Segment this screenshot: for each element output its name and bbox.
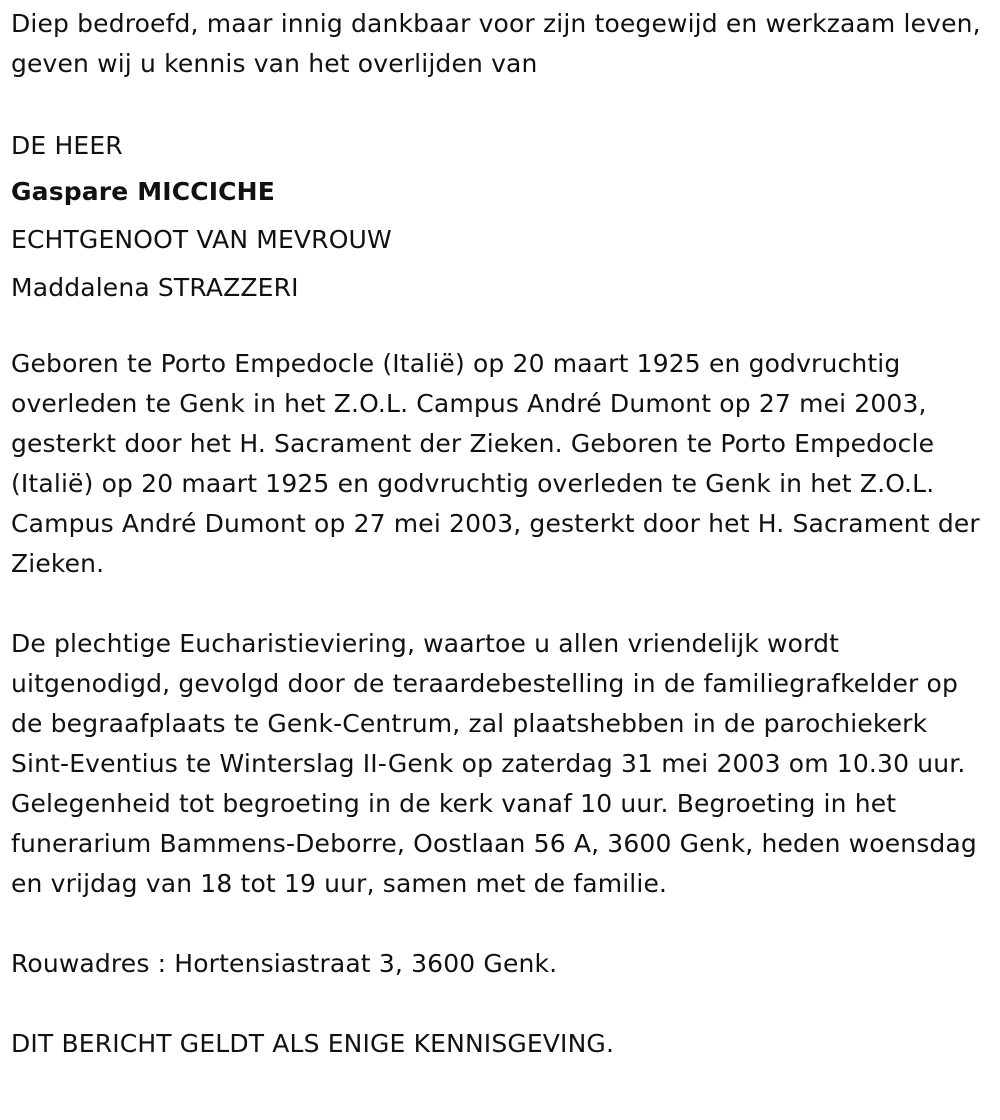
ceremony-paragraph: De plechtige Eucharistieviering, waartoe u allen vriendelijk wordt uitgenodigd, gevolgd door de teraardebestelling in de familiegrafkelder op de begraafplaats te Genk-Centrum, zal plaatshebben in de parochiekerk Sint-Eventius te Winterslag II-Genk op zaterdag 31 mei 2003 om 10.30 uur. Gelegenheid tot begroeting in de kerk vanaf 10 uur. Begroeting in het funerarium Bammens-Deborre, Oostlaan 56 A, 3600 Genk, heden woensdag en vrijdag van 18 tot 19 uur, samen met de familie. xyxy=(11,629,977,898)
birth-death-paragraph: Geboren te Porto Empedocle (Italië) op 20 maart 1925 en godvruchtig overleden te Genk in het Z.O.L. Campus André Dumont op 27 mei 2003, gesterkt door het H. Sacrament der Zieken. Geboren te Porto Empedocle (Italië) op 20 maart 1925 en godvruchtig overleden te Genk in het Z.O.L. Campus André Dumont op 27 mei 2003, gesterkt door het H. Sacrament der Zieken. xyxy=(11,349,980,578)
spouse-label: ECHTGENOOT VAN MEVROUW xyxy=(11,225,392,254)
spacer xyxy=(11,312,986,344)
closing-line: DIT BERICHT GELDT ALS ENIGE KENNISGEVING. xyxy=(11,1029,615,1058)
address-line: Rouwadres : Hortensiastraat 3, 3600 Genk. xyxy=(11,949,558,978)
obituary-notice xyxy=(11,4,986,1064)
deceased-name: Gaspare MICCICHE xyxy=(11,177,275,206)
spacer xyxy=(11,984,986,1024)
title-line: DE HEER xyxy=(11,131,123,160)
intro-paragraph: Diep bedroefd, maar innig dankbaar voor zijn toegewijd en werkzaam leven, geven wij u kennis van het overlijden van xyxy=(11,9,981,78)
spacer xyxy=(11,84,986,124)
spacer xyxy=(11,584,986,624)
spacer xyxy=(11,904,986,944)
spouse-name: Maddalena STRAZZERI xyxy=(11,273,299,302)
